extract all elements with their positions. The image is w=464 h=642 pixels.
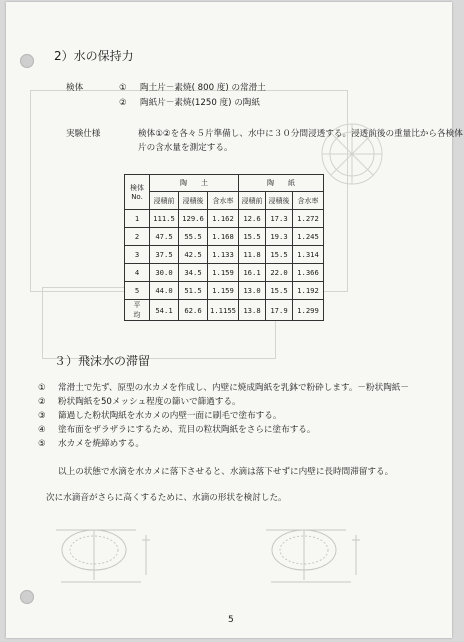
- step-3-marker: ③: [38, 411, 46, 421]
- table-cell: 129.6: [179, 210, 208, 228]
- table-cell: 12.6: [239, 210, 266, 228]
- page-number: 5: [228, 615, 234, 625]
- table-cell: 51.5: [179, 282, 208, 300]
- show-through-jar-sketch-right: [256, 520, 406, 599]
- table-cell: 1.162: [208, 210, 239, 228]
- table-row: [125, 210, 324, 228]
- step-3-text: 篩過した粉状陶紙を水カメの内壁一面に刷毛で塗布する。: [58, 411, 282, 421]
- group-header-paper: 陶 紙: [239, 175, 324, 192]
- table-cell: 1.133: [208, 246, 239, 264]
- table-cell: 30.0: [150, 264, 179, 282]
- table-cell: 1.159: [208, 264, 239, 282]
- row-no: 3: [125, 246, 150, 264]
- table-cell: 34.5: [179, 264, 208, 282]
- subheader-cell: 浸積後: [266, 192, 293, 210]
- paragraph-result: 以上の状態で水滴を水カメに落下させると、水滴は落下せずに内壁に長時間滞留する。: [58, 467, 394, 477]
- step-1-text: 常滑土で先ず、原型の水カメを作成し、内壁に焼成陶紙を乳鉢で粉砕します。－粉状陶紙－: [58, 383, 409, 393]
- table-cell: 1.168: [208, 228, 239, 246]
- section-2-heading: 2）水の保持力: [54, 49, 134, 63]
- table-cell: 1.366: [293, 264, 324, 282]
- row-no: 1: [125, 210, 150, 228]
- row-no: 2: [125, 228, 150, 246]
- table-cell: 15.5: [266, 246, 293, 264]
- col-header-no-bottom: No.: [131, 193, 143, 201]
- subheader-cell: 浸積後: [179, 192, 208, 210]
- step-2-marker: ②: [38, 397, 46, 407]
- row-no: 4: [125, 264, 150, 282]
- table-row: [125, 264, 324, 282]
- step-2-text: 粉状陶紙を50メッシュ程度の篩いで篩過する。: [58, 397, 241, 407]
- table-cell: 1.272: [293, 210, 324, 228]
- show-through-jar-sketch-left: [46, 520, 196, 599]
- section-3-heading: ３）飛沫水の滞留: [54, 354, 151, 368]
- row-no: 平 均: [125, 300, 150, 321]
- table-cell: 15.5: [266, 282, 293, 300]
- table-row-average: [125, 300, 324, 321]
- table-cell: 19.3: [266, 228, 293, 246]
- method-line-1: 検体①②を各々５片準備し、水中に３０分間浸透する。浸透前後の重量比から各検体: [138, 129, 463, 139]
- specimen-1-marker: ①: [119, 83, 127, 93]
- method-label: 実験仕様: [66, 129, 101, 139]
- table-cell: 1.1155: [208, 300, 239, 321]
- subheader-cell: 含水率: [293, 192, 324, 210]
- col-header-no-top: 検体: [130, 184, 144, 192]
- table-cell: 11.8: [239, 246, 266, 264]
- table-cell: 47.5: [150, 228, 179, 246]
- table-cell: 22.0: [266, 264, 293, 282]
- table-row: [125, 282, 324, 300]
- punch-hole: [20, 590, 34, 604]
- table-cell: 1.299: [293, 300, 324, 321]
- step-4-marker: ④: [38, 425, 46, 435]
- subheader-cell: 浸積前: [239, 192, 266, 210]
- table-cell: 111.5: [150, 210, 179, 228]
- table-row: [125, 246, 324, 264]
- method-line-2: 片の含水量を測定する。: [138, 143, 233, 153]
- table-subheader-row: [125, 192, 324, 210]
- specimen-label: 検体: [66, 83, 84, 93]
- table-cell: 13.0: [239, 282, 266, 300]
- table-cell: 15.5: [239, 228, 266, 246]
- specimen-1-text: 陶土片－素焼( 800 度) の常滑土: [140, 83, 266, 93]
- group-header-clay: 陶 土: [150, 175, 239, 192]
- table-cell: 1.159: [208, 282, 239, 300]
- table-cell: 17.3: [266, 210, 293, 228]
- table-cell: 17.9: [266, 300, 293, 321]
- table-header-row: [125, 175, 324, 192]
- table-cell: 54.1: [150, 300, 179, 321]
- step-4-text: 塗布面をザラザラにするため、荒目の粒状陶紙をさらに塗布する。: [58, 425, 316, 435]
- punch-hole: [20, 54, 34, 68]
- show-through-fan: [312, 114, 392, 198]
- step-5-text: 水カメを焼締めする。: [58, 439, 144, 449]
- table-cell: 55.5: [179, 228, 208, 246]
- col-header-no: [125, 175, 150, 210]
- table-cell: 62.6: [179, 300, 208, 321]
- document-page: [6, 2, 463, 638]
- subheader-cell: 含水率: [208, 192, 239, 210]
- paragraph-next: 次に水滴音がさらに高くするために、水滴の形状を検討した。: [46, 493, 287, 503]
- subheader-cell: 浸積前: [150, 192, 179, 210]
- table-cell: 1.192: [293, 282, 324, 300]
- step-1-marker: ①: [38, 383, 46, 393]
- specimen-2-text: 陶紙片－素焼(1250 度) の陶紙: [140, 98, 260, 108]
- table-cell: 1.314: [293, 246, 324, 264]
- table-row: [125, 228, 324, 246]
- moisture-table: [124, 174, 324, 321]
- table-cell: 13.8: [239, 300, 266, 321]
- table-cell: 16.1: [239, 264, 266, 282]
- row-no: 5: [125, 282, 150, 300]
- table-cell: 1.245: [293, 228, 324, 246]
- specimen-2-marker: ②: [119, 98, 127, 108]
- table-cell: 42.5: [179, 246, 208, 264]
- table-cell: 37.5: [150, 246, 179, 264]
- step-5-marker: ⑤: [38, 439, 46, 449]
- table-cell: 44.0: [150, 282, 179, 300]
